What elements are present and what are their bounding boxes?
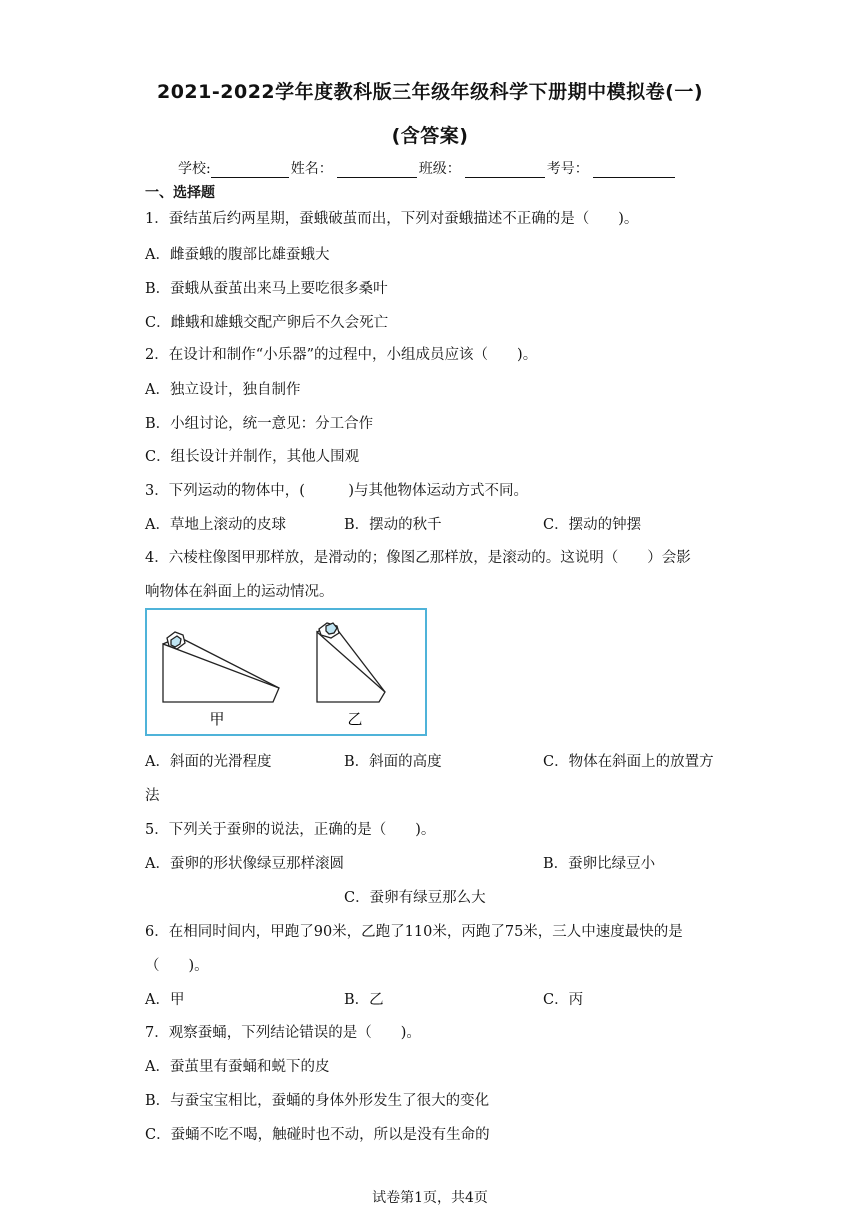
- incline-a-shape: [163, 632, 279, 702]
- class-blank[interactable]: [465, 163, 545, 178]
- figure-label-b: 乙: [347, 710, 363, 728]
- section-heading: 一、选择题: [145, 185, 215, 201]
- question-3-option-c: C．摆动的钟摆: [543, 517, 642, 533]
- name-label: 姓名：: [290, 161, 333, 177]
- question-4-stem-line-2: 响物体在斜面上的运动情况。: [145, 584, 334, 600]
- question-6-option-a: A．甲: [145, 992, 185, 1008]
- student-info-row: [178, 158, 677, 178]
- question-5-option-c: C．蚕卵有绿豆那么大: [344, 890, 486, 906]
- question-3-option-b: B．摆动的秋千: [344, 517, 442, 533]
- question-6-stem-line-2: （ )。: [145, 958, 209, 974]
- question-2-stem: 2．在设计和制作“小乐器”的过程中，小组成员应该（ )。: [145, 347, 538, 363]
- question-2-option-a: A．独立设计，独自制作: [145, 382, 301, 398]
- question-3-stem: 3．下列运动的物体中，( )与其他物体运动方式不同。: [145, 483, 529, 499]
- page-footer: 试卷第1页，共4页: [372, 1190, 488, 1206]
- question-1-option-b: B．蚕蛾从蚕茧出来马上要吃很多桑叶: [145, 281, 388, 297]
- question-2-option-b: B．小组讨论，统一意见：分工合作: [145, 416, 374, 432]
- school-label: 学校:: [178, 161, 211, 177]
- question-6-option-b: B．乙: [344, 992, 384, 1008]
- school-blank[interactable]: [211, 163, 289, 178]
- question-4-option-c: C．物体在斜面上的放置方: [543, 754, 714, 770]
- incline-figure: [145, 608, 427, 736]
- incline-diagram: [147, 610, 425, 734]
- question-5-stem: 5．下列关于蚕卵的说法，正确的是（ )。: [145, 822, 436, 838]
- figure-label-a: 甲: [209, 710, 225, 728]
- question-7-stem: 7．观察蚕蛹，下列结论错误的是（ )。: [145, 1025, 421, 1041]
- exam-title: 2021-2022学年度教科版三年级年级科学下册期中模拟卷(一): [156, 81, 704, 103]
- question-7-option-b: B．与蚕宝宝相比，蚕蛹的身体外形发生了很大的变化: [145, 1093, 490, 1109]
- question-3-option-a: A．草地上滚动的皮球: [145, 517, 286, 533]
- question-1-option-a: A．雌蚕蛾的腹部比雄蚕蛾大: [145, 247, 330, 263]
- name-blank[interactable]: [337, 163, 417, 178]
- question-6-stem-line-1: 6．在相同时间内，甲跑了90米，乙跑了110米，丙跑了75米，三人中速度最快的是: [145, 924, 683, 940]
- question-1-stem: 1．蚕结茧后约两星期，蚕蛾破茧而出，下列对蚕蛾描述不正确的是（ )。: [145, 211, 639, 227]
- class-label: 班级：: [418, 161, 461, 177]
- question-4-option-a: A．斜面的光滑程度: [145, 754, 272, 770]
- question-5-option-b: B．蚕卵比绿豆小: [543, 856, 656, 872]
- exam-subtitle: (含答案): [391, 125, 469, 147]
- incline-b-shape: [317, 623, 385, 702]
- question-1-option-c: C．雌蛾和雄蛾交配产卵后不久会死亡: [145, 315, 389, 331]
- question-7-option-c: C．蚕蛹不吃不喝，触碰时也不动，所以是没有生命的: [145, 1127, 490, 1143]
- question-4-stem-line-1: 4．六棱柱像图甲那样放，是滑动的；像图乙那样放，是滚动的。这说明（ ）会影: [145, 550, 691, 566]
- question-5-option-a: A．蚕卵的形状像绿豆那样滚圆: [145, 856, 344, 872]
- exam-number-blank[interactable]: [593, 163, 675, 178]
- question-7-option-a: A．蚕茧里有蚕蛹和蜕下的皮: [145, 1059, 330, 1075]
- question-2-option-c: C．组长设计并制作，其他人围观: [145, 449, 360, 465]
- question-4-option-c-wrap: 法: [145, 788, 160, 804]
- exam-number-label: 考号：: [546, 161, 589, 177]
- question-6-option-c: C．丙: [543, 992, 584, 1008]
- question-4-option-b: B．斜面的高度: [344, 754, 442, 770]
